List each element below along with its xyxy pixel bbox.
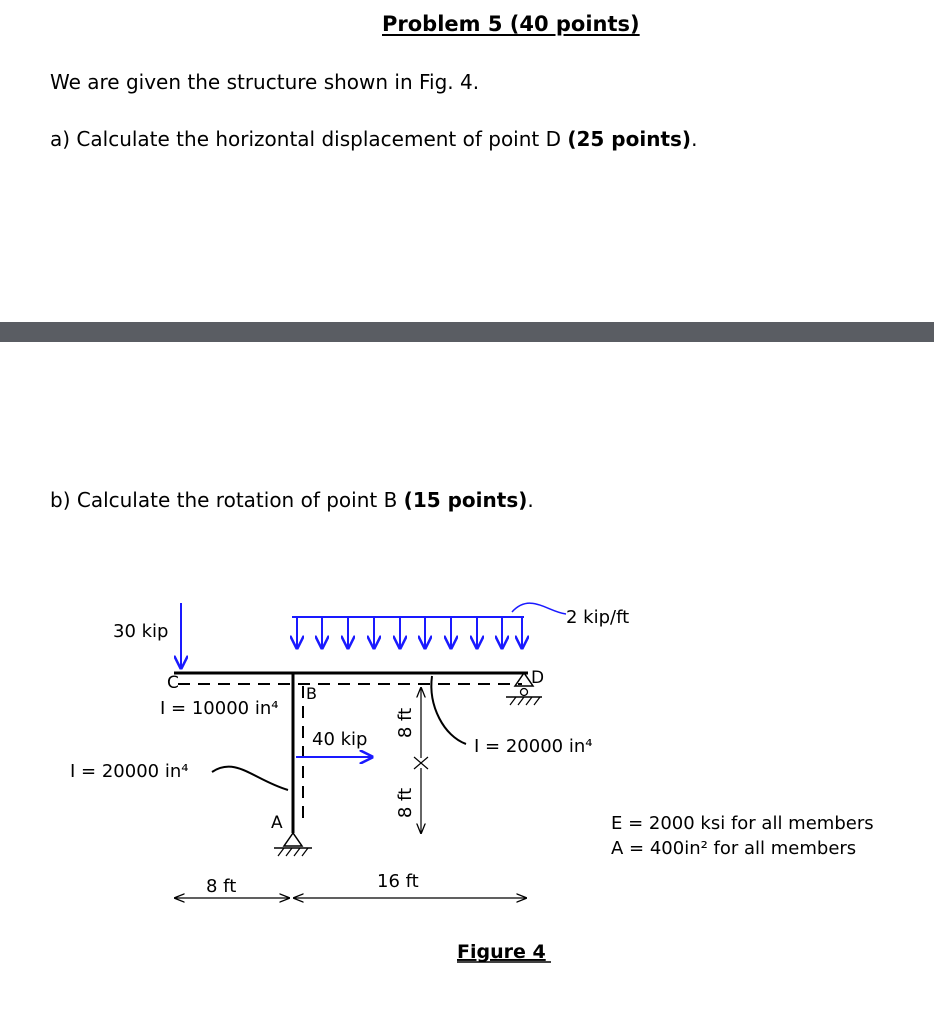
distributed-load [292, 617, 524, 648]
material-area: A = 400in² for all members [611, 838, 857, 859]
part-b-points: (15 points) [403, 488, 528, 512]
label-d: D [531, 668, 545, 688]
section-column-leader [212, 767, 288, 790]
section-beam-right-leader [431, 676, 466, 744]
material-modulus: E = 2000 ksi for all members [611, 813, 874, 834]
label-c: C [167, 673, 179, 693]
point-load-horizontal-label: 40 kip [312, 729, 368, 750]
dimension-right-span: 16 ft [377, 871, 419, 892]
point-load-vertical-label: 30 kip [113, 621, 169, 642]
dimension-lower-height: 8 ft [395, 787, 416, 819]
part-b-end: . [527, 488, 534, 512]
problem-title: Problem 5 (40 points) [382, 12, 640, 36]
part-b-text: b) Calculate the rotation of point B [50, 488, 404, 512]
problem-intro: We are given the structure shown in Fig. 4. [50, 70, 480, 94]
figure-caption: Figure 4 [457, 941, 546, 963]
dimension-left-span: 8 ft [206, 876, 237, 897]
distributed-load-leader [512, 603, 566, 614]
dimension-cross-mark [414, 757, 428, 769]
section-column: I = 20000 in⁴ [70, 761, 189, 782]
dimension-upper-height: 8 ft [395, 707, 416, 739]
part-a-text: a) Calculate the horizontal displacement of point D [50, 127, 568, 151]
part-a-points: (25 points) [567, 127, 692, 151]
part-a-end: . [691, 127, 698, 151]
pin-support-a [274, 833, 312, 856]
label-b: B [306, 684, 317, 703]
section-beam-right: I = 20000 in⁴ [474, 736, 593, 757]
section-beam-left: I = 10000 in⁴ [160, 698, 279, 719]
distributed-load-label: 2 kip/ft [566, 607, 630, 628]
label-a: A [271, 813, 283, 833]
